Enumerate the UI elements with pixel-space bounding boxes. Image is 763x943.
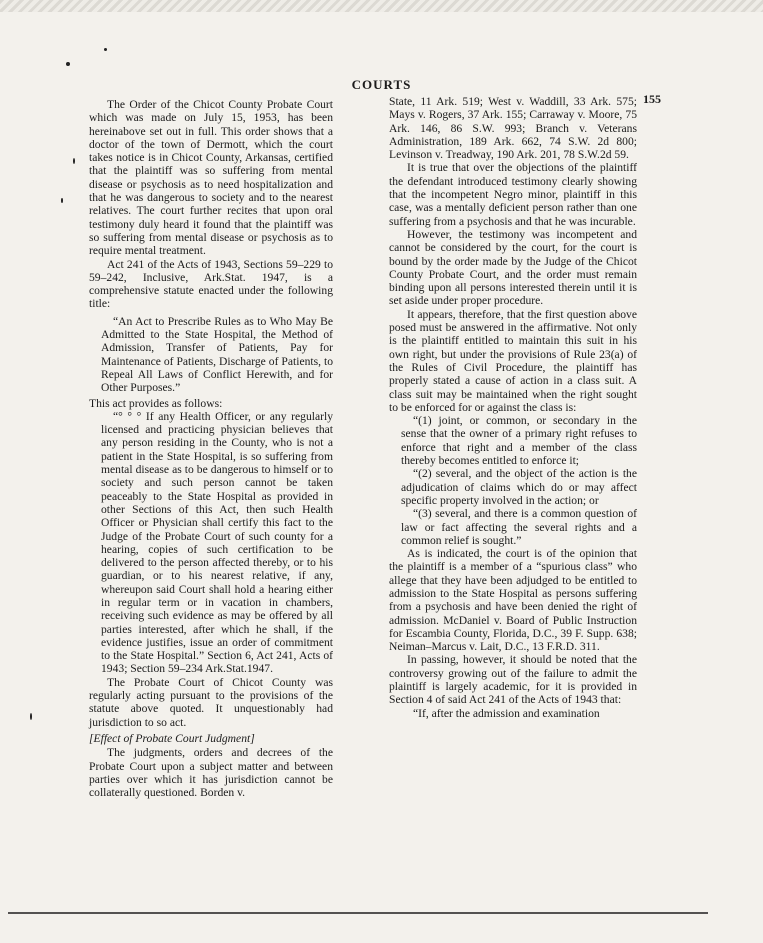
paragraph: In passing, however, it should be noted that the controversy growing out of the failure to admit the plaintiff is largely academic, for it is provided in Section 4 of said Act 241 of the Acts of 1943 that: (389, 653, 637, 707)
page-number: 155 (643, 92, 661, 106)
block-quote: “If, after the admission and examination (413, 706, 600, 720)
block-quote: “° ° ° If any Health Officer, or any regularly licensed and practicing physician believes that any person residing in the County, who is not a patient in the State Hospital, is so suffering from mental disease as to be dangerous to himself or to society and such person cannot be taken peaceably to the State Hospital as provided in other Sections of this Act, then such Health Officer or Physician shall certify this fact to the Judge of the Probate Court of such county for a hearing, copies of such certification to be delivered to the person affected thereby, or to his guardian, or to his nearest relative, if any, whereupon said Court shall hold a hearing either in regular term or in vacation in chambers, receiving such evidence as may be offered by all parties interested, after which he shall, if the evidence justifies, issue an order of commitment to the State Hospital.” Section 6, Act 241, Acts of 1943; Section 59–234 Ark.Stat.1947. (101, 409, 333, 676)
right-column (389, 95, 637, 720)
scan-speck (104, 48, 107, 51)
scan-bottom-edge (8, 912, 708, 914)
block-quote: “(1) joint, or common, or secondary in the sense that the owner of a primary right refuses to enforce that right and a member of the class thereby becomes entitled to enforce it; (401, 414, 637, 468)
paragraph: This act provides as follows: (89, 396, 223, 410)
block-quote: “(2) several, and the object of the action is the adjudication of claims which do or may affect specific property involved in the action; or (401, 467, 637, 507)
block-quote: “An Act to Prescribe Rules as to Who May Be Admitted to the State Hospital, the Method of Admission, Transfer of Patients, Pay for Maintenance of Patients, Discharge of Patients, to Repeal All Laws of Conflict Herewith, and for Other Purposes.” (101, 314, 333, 395)
paragraph: Act 241 of the Acts of 1943, Sections 59–229 to 59–242, Inclusive, Ark.Stat. 1947, is a comprehensive statute enacted under the following title: (89, 257, 333, 311)
scan-speck (30, 713, 32, 720)
paragraph: It is true that over the objections of the plaintiff the defendant introduced testimony clearly showing that the incompetent Negro minor, plaintiff in this case, was a mentally deficient person rather than one suffering from a psychosis and that he was incurable. (389, 161, 637, 228)
running-header: COURTS (351, 77, 412, 92)
paragraph: State, 11 Ark. 519; West v. Waddill, 33 Ark. 575; Mays v. Rogers, 37 Ark. 155; Carraway v. Moore, 75 Ark. 146, 86 S.W. 993; Branch v. Veterans Administration, 189 Ark. 662, 74 S.W. 2d 800; Levinson v. Treadway, 190 Ark. 201, 78 S.W.2d 59. (389, 95, 637, 162)
scan-speck (73, 158, 75, 164)
scan-speck (66, 62, 70, 66)
paragraph: However, the testimony was incompetent and cannot be considered by the court, for the court is bound by the order made by the Judge of the Chicot County Probate Court, and the order must remain binding upon all persons interested therein until it is set aside under proper procedure. (389, 227, 637, 308)
paragraph: The Order of the Chicot County Probate Court which was made on July 15, 1953, has been hereinabove set out in full. This order shows that a doctor of the town of Dermott, which the court takes notice is in Chicot County, Arkansas, certified that the plaintiff was so suffering from mental disease or psychosis as to need hospitalization and that he was dangerous to society and to the nearest relatives. The court further recites that upon oral testimony duly heard it found that the plaintiff was so suffering from mental disease or psychosis as to require mental treatment. (89, 98, 333, 258)
left-column (89, 98, 333, 799)
section-heading: [Effect of Probate Court Judgment] (89, 731, 255, 745)
paragraph: The judgments, orders and decrees of the Probate Court upon a subject matter and between parties over which it has jurisdiction cannot be collaterally questioned. Borden v. (89, 746, 333, 800)
paragraph: As is indicated, the court is of the opinion that the plaintiff is a member of a “spurious class” who allege that they have been adjudged to be entitled to admission to the State Hospital as persons suffering from a psychosis and have been denied the right of admission. McDaniel v. Board of Public Instruction for Escambia County, Florida, D.C., 39 F. Supp. 638; Neiman–Marcus v. Lait, D.C., 13 F.R.D. 311. (389, 547, 637, 654)
scan-edge-shadow (0, 0, 763, 12)
block-quote: “(3) several, and there is a common question of law or fact affecting the several rights and a common relief is sought.” (401, 507, 637, 547)
scan-speck (61, 198, 63, 203)
paragraph: The Probate Court of Chicot County was regularly acting pursuant to the provisions of the statute above quoted. It unquestionably had jurisdiction to so act. (89, 675, 333, 729)
paragraph: It appears, therefore, that the first question above posed must be answered in the affirmative. Not only is the plaintiff entitled to maintain this suit in his own right, but under the provisions of Rule 23(a) of the Rules of Civil Procedure, the plaintiff has properly stated a cause of action in a class suit. A class suit may be maintained when the right sought to be enforced for or against the class is: (389, 307, 637, 414)
